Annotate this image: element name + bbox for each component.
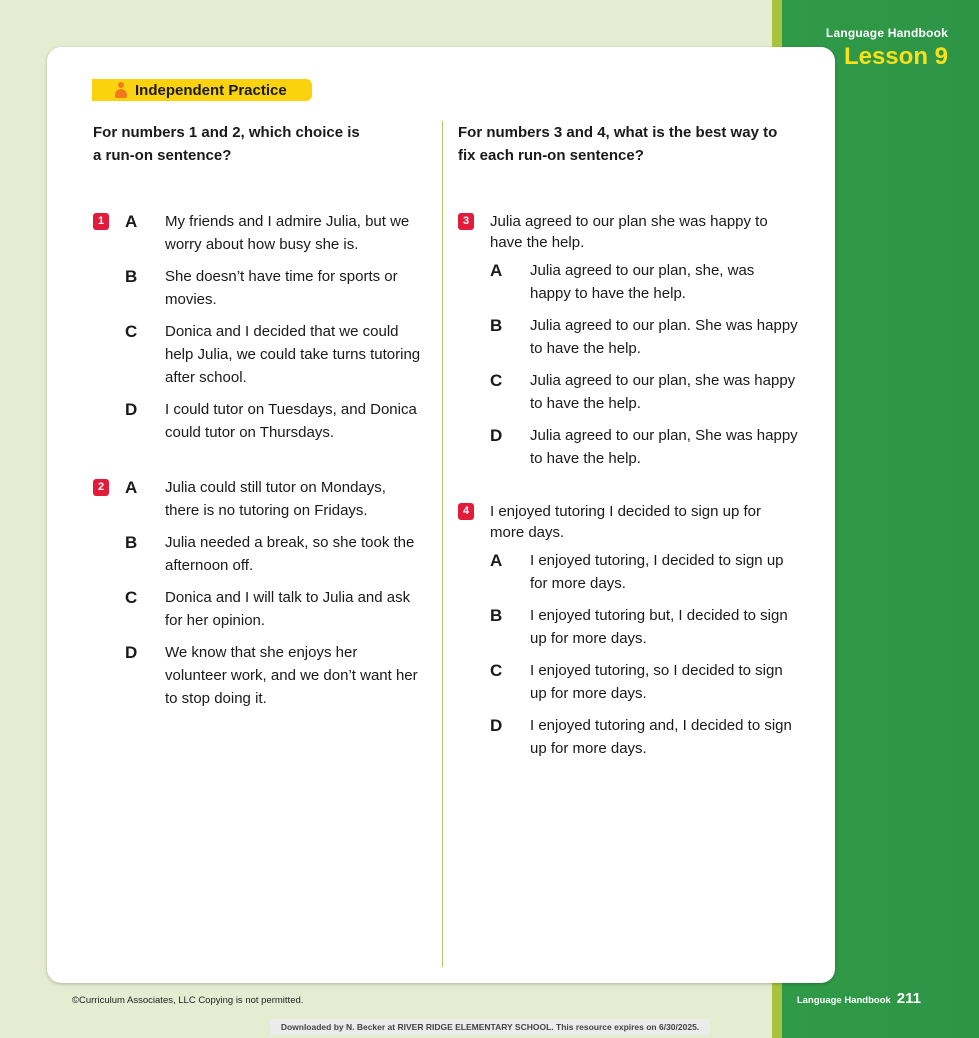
right-column <box>458 121 798 769</box>
question-2 <box>93 476 423 710</box>
question-4 <box>458 501 798 760</box>
person-icon <box>114 82 128 98</box>
page-footer <box>797 990 921 1008</box>
choice-3a[interactable]: A Julia agreed to our plan, she, was happy to have the help. <box>490 261 755 302</box>
page-number: 211 <box>896 990 921 1007</box>
choice-3c[interactable]: C Julia agreed to our plan, she was happy to have the help. <box>490 371 796 412</box>
download-notice: Downloaded by N. Becker at RIVER RIDGE ELEMENTARY SCHOOL. This resource expires on 6/30/2025. <box>270 1019 710 1035</box>
question-number-badge: 3 <box>458 213 474 230</box>
lesson-header <box>826 26 948 72</box>
page-card <box>47 47 835 983</box>
choice-3b[interactable]: B Julia agreed to our plan. She was happy to have the help. <box>490 316 798 357</box>
choice-4a[interactable]: A I enjoyed tutoring, I decided to sign up for more days. <box>490 551 784 592</box>
question-stem: I enjoyed tutoring I decided to sign up for more days. <box>490 503 762 541</box>
question-stem: Julia agreed to our plan she was happy to have the help. <box>490 213 768 251</box>
left-column <box>93 121 423 719</box>
footer-handbook-label: Language Handbook <box>796 995 891 1006</box>
instruction-left: For numbers 1 and 2, which choice is a run-on sentence? <box>93 124 360 164</box>
handbook-label: Language Handbook <box>825 26 948 40</box>
choice-1d[interactable]: D I could tutor on Tuesdays, and Donica could tutor on Thursdays. <box>125 400 417 441</box>
choice-1c[interactable]: C Donica and I decided that we could help Julia, we could take turns tutoring after school. <box>125 322 421 386</box>
choice-2c[interactable]: C Donica and I will talk to Julia and ask for her opinion. <box>125 588 411 629</box>
instruction-right: For numbers 3 and 4, what is the best way to fix each run-on sentence? <box>458 124 778 164</box>
copyright-notice: ©Curriculum Associates, LLC Copying is not permitted. <box>72 995 304 1006</box>
choice-4c[interactable]: C I enjoyed tutoring, so I decided to sign up for more days. <box>490 661 783 702</box>
independent-practice-banner <box>92 79 312 101</box>
lesson-title: Lesson 9 <box>843 43 948 70</box>
choice-3d[interactable]: D Julia agreed to our plan, She was happy to have the help. <box>490 426 798 467</box>
choice-4b[interactable]: B I enjoyed tutoring but, I decided to sign up for more days. <box>490 606 788 647</box>
choice-2d[interactable]: D We know that she enjoys her volunteer work, and we don’t want her to stop doing it. <box>125 643 418 707</box>
choice-2b[interactable]: B Julia needed a break, so she took the afternoon off. <box>125 533 415 574</box>
question-3 <box>458 211 798 470</box>
column-divider <box>442 121 443 967</box>
choice-2a[interactable]: A Julia could still tutor on Mondays, there is no tutoring on Fridays. <box>125 478 386 519</box>
question-1 <box>93 210 423 444</box>
choice-1b[interactable]: B She doesn’t have time for sports or movies. <box>125 267 398 308</box>
question-number-badge: 2 <box>93 479 109 496</box>
banner-label: Independent Practice <box>135 81 287 99</box>
question-number-badge: 1 <box>93 213 109 230</box>
question-number-badge: 4 <box>458 503 474 520</box>
choice-1a[interactable]: A My friends and I admire Julia, but we worry about how busy she is. <box>125 212 410 253</box>
choice-4d[interactable]: D I enjoyed tutoring and, I decided to sign up for more days. <box>490 716 792 757</box>
